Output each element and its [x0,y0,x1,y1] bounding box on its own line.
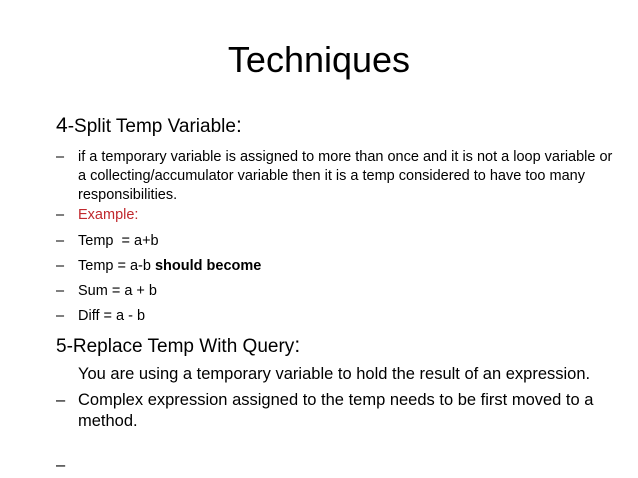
code-line-text: Sum = a + b [78,283,157,299]
code-line-prefix: Temp = a-b [78,258,155,274]
dash-bullet-icon: – [56,258,65,274]
body-text: You are using a temporary variable to hold the result of an expression. [78,365,591,383]
section-heading-replace-temp [56,334,300,359]
bullet-example [56,206,616,225]
section-colon: : [235,114,242,137]
section-heading-split-temp [56,114,242,139]
dash-bullet-icon: – [56,456,66,474]
bullet-code-line [56,232,616,251]
bullet-code-line [56,257,616,276]
code-line-text [78,257,616,276]
bullet-code-line [56,282,616,301]
section-colon: : [294,334,301,357]
dash-bullet-icon: – [56,207,65,223]
dash-bullet-icon: – [56,283,65,299]
slide-title: Techniques [227,39,411,80]
code-line-text: Temp = a+b [78,233,159,249]
bullet-text: if a temporary variable is assigned to more than once and it is not a loop variable or a collecting/accumulator variable then it is a temp considered to have too many responsibilities. [78,149,613,203]
body-text-line [56,364,616,385]
bullet-complex-expression [56,390,616,432]
bullet-description [56,148,616,205]
section-label: -Split Temp Variable [67,116,236,137]
dash-bullet-icon: – [56,391,66,409]
bullet-text: Complex expression assigned to the temp needs to be first moved to a method. [78,391,594,430]
dash-bullet-icon: – [56,233,65,249]
example-label: Example: [78,207,139,223]
dash-bullet-icon: – [56,308,65,324]
section-number: 4 [56,114,68,137]
section-label: 5-Replace Temp With Query [56,336,295,357]
bullet-code-line [56,307,616,326]
code-line-emphasis: should become [154,258,262,274]
code-line-text: Diff = a - b [78,308,146,324]
dash-bullet-icon: – [56,149,65,165]
